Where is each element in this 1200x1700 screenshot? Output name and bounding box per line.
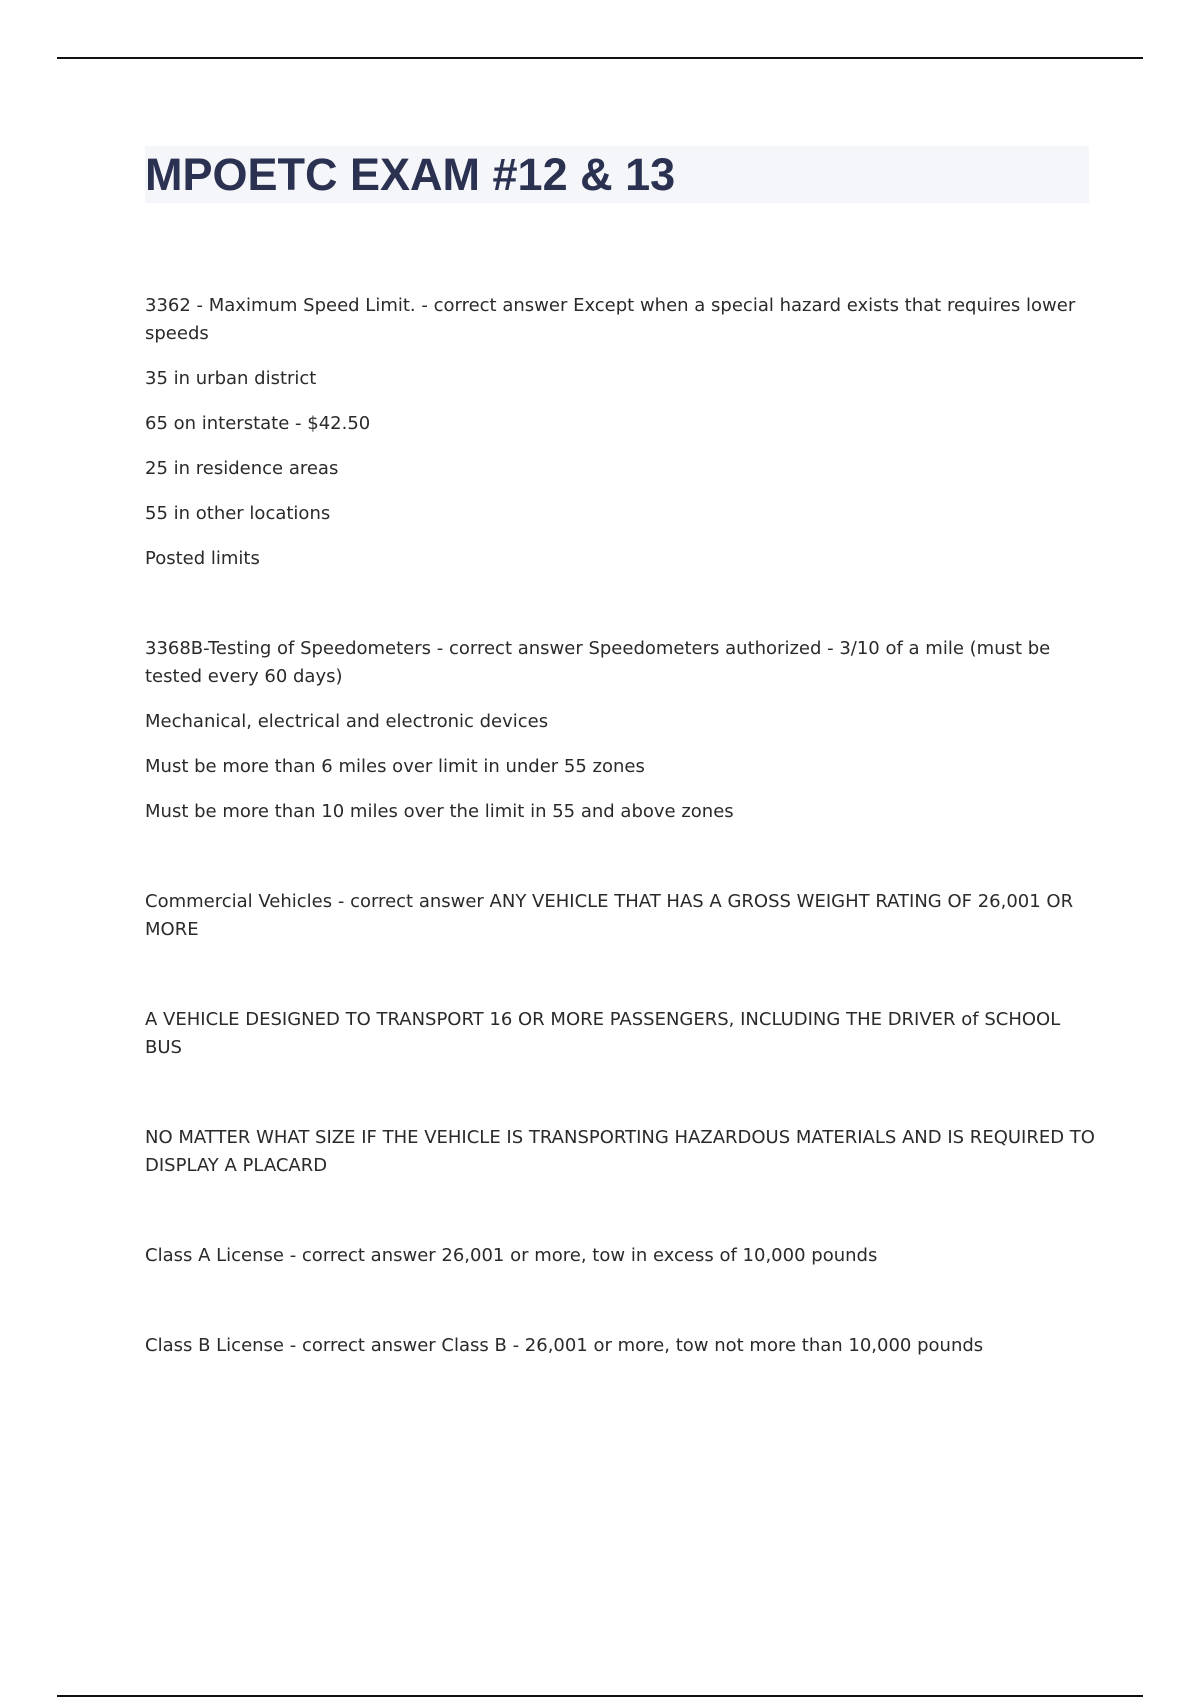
- bottom-rule: [57, 1695, 1143, 1697]
- paragraph-hazardous-materials: NO MATTER WHAT SIZE IF THE VEHICLE IS TRANSPORTING HAZARDOUS MATERIALS AND IS REQUIRED TO DISPLAY A PLACARD: [145, 1127, 1095, 1176]
- top-rule: [57, 57, 1143, 59]
- paragraph-speed-limit: 3362 - Maximum Speed Limit. - correct answer Except when a special hazard exists that requires lower speeds: [145, 295, 1076, 344]
- paragraph-passenger-vehicle: A VEHICLE DESIGNED TO TRANSPORT 16 OR MORE PASSENGERS, INCLUDING THE DRIVER of SCHOOL BUS: [145, 1009, 1061, 1058]
- paragraph-class-b-license: Class B License - correct answer Class B - 26,001 or more, tow not more than 10,000 pounds: [145, 1335, 984, 1356]
- paragraph-commercial-vehicles: Commercial Vehicles - correct answer ANY VEHICLE THAT HAS A GROSS WEIGHT RATING OF 26,001 OR MORE: [145, 891, 1074, 940]
- paragraph-residence-areas: 25 in residence areas: [145, 458, 339, 479]
- paragraph-under-55-zones: Must be more than 6 miles over limit in under 55 zones: [145, 756, 645, 777]
- paragraph-speedometer-testing: 3368B-Testing of Speedometers - correct answer Speedometers authorized - 3/10 of a mile (must be tested every 60 days): [145, 638, 1051, 687]
- document-title: MPOETC EXAM #12 & 13: [145, 149, 676, 200]
- paragraph-55-and-above-zones: Must be more than 10 miles over the limit in 55 and above zones: [145, 801, 734, 822]
- paragraph-urban-district: 35 in urban district: [145, 368, 317, 389]
- paragraph-other-locations: 55 in other locations: [145, 503, 331, 524]
- paragraph-posted-limits: Posted limits: [145, 548, 260, 569]
- paragraph-class-a-license: Class A License - correct answer 26,001 or more, tow in excess of 10,000 pounds: [145, 1245, 878, 1266]
- paragraph-devices: Mechanical, electrical and electronic devices: [145, 711, 549, 732]
- document-body: [145, 292, 1095, 1360]
- paragraph-interstate: 65 on interstate - $42.50: [145, 413, 371, 434]
